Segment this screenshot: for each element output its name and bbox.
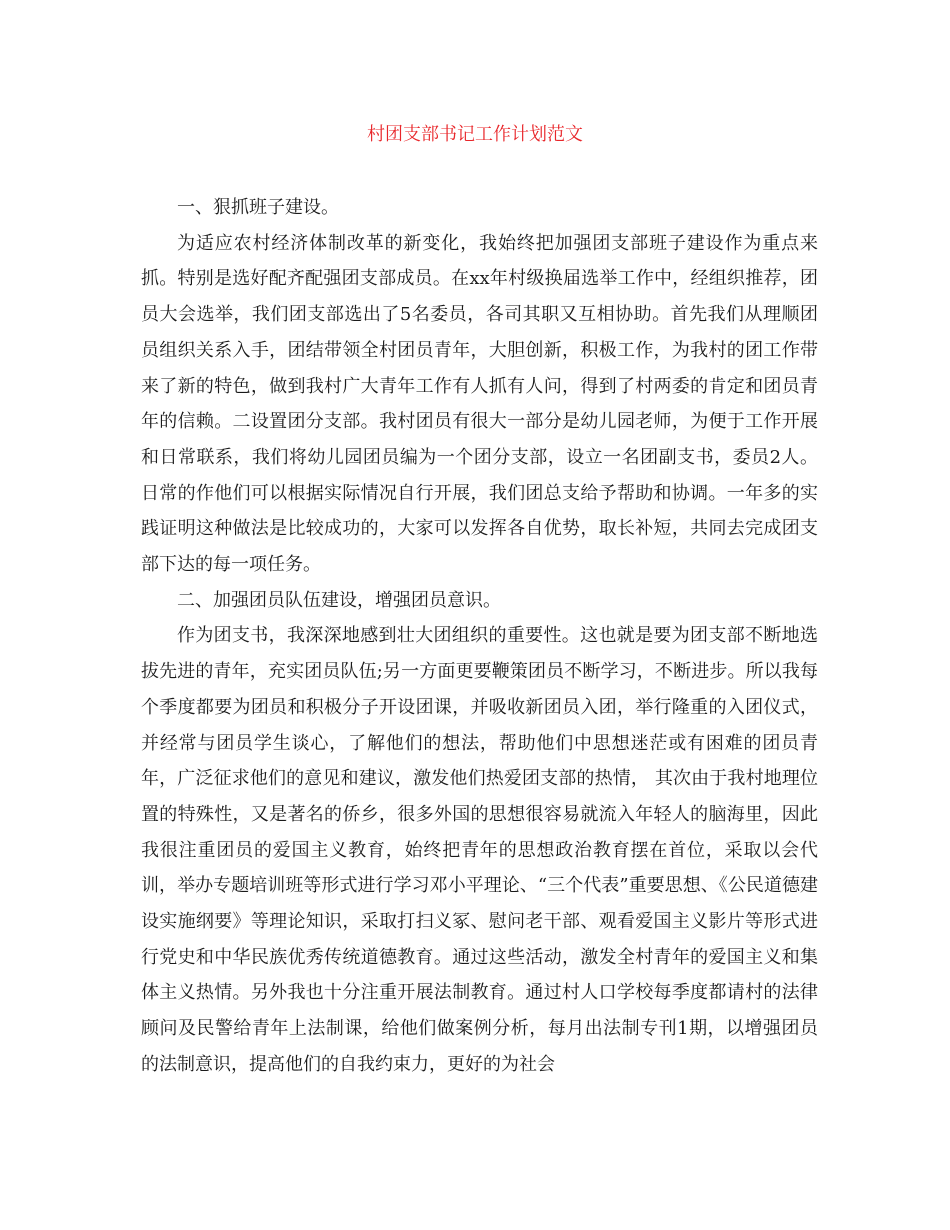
section-heading-1: 一、狠抓班子建设。 <box>177 197 339 218</box>
document-body <box>141 190 818 1083</box>
section-paragraph-2: 作为团支书，我深深地感到壮大团组织的重要性。这也就是要为团支部不断地选拔先进的青年，充实团员队伍;另一方面更要鞭策团员不断学习，不断进步。所以我每个季度都要为团员和积极分子开设团课，并吸收新团员入团，举行隆重的入团仪式，并经常与团员学生谈心，了解他们的想法，帮助他们中思想迷茫或有困难的团员青年，广泛征求他们的意见和建议，激发他们热爱团支部的热情， 其次由于我村地理位置的特殊性，又是著名的侨乡，很多外国的思想很容易就流入年轻人的脑海里，因此我很注重团员的爱国主义教育，始终把青年的思想政治教育摆在首位，采取以会代训，举办专题培训班等形式进行学习邓小平理论、“三个代表”重要思想、《公民道德建设实施纲要》等理论知识，采取打扫义冢、慰问老干部、观看爱国主义影片等形式进行党史和中华民族优秀传统道德教育。通过这些活动，激发全村青年的爱国主义和集体主义热情。另外我也十分注重开展法制教育。通过村人口学校每季度都请村的法律顾问及民警给青年上法制课，给他们做案例分析，每月出法制专刊1期，以增强团员的法制意识，提高他们的自我约束力，更好的为社会 <box>141 625 818 1075</box>
section-paragraph-1: 为适应农村经济体制改革的新变化，我始终把加强团支部班子建设作为重点来抓。特别是选好配齐配强团支部成员。在xx年村级换届选举工作中，经组织推荐，团员大会选举，我们团支部选出了5名委员，各司其职又互相协助。首先我们从理顺团员组织关系入手，团结带领全村团员青年，大胆创新，积极工作，为我村的团工作带来了新的特色，做到我村广大青年工作有人抓有人问，得到了村两委的肯定和团员青年的信赖。二设置团分支部。我村团员有很大一部分是幼儿园老师，为便于工作开展和日常联系，我们将幼儿园团员编为一个团分支部，设立一名团副支书，委员2人。日常的作他们可以根据实际情况自行开展，我们团总支给予帮助和协调。一年多的实践证明这种做法是比较成功的，大家可以发挥各自优势，取长补短，共同去完成团支部下达的每一项任务。 <box>141 232 818 576</box>
section-heading-2: 二、加强团员队伍建设，增强团员意识。 <box>177 589 501 611</box>
document-title: 村团支部书记工作计划范文 <box>367 124 583 145</box>
